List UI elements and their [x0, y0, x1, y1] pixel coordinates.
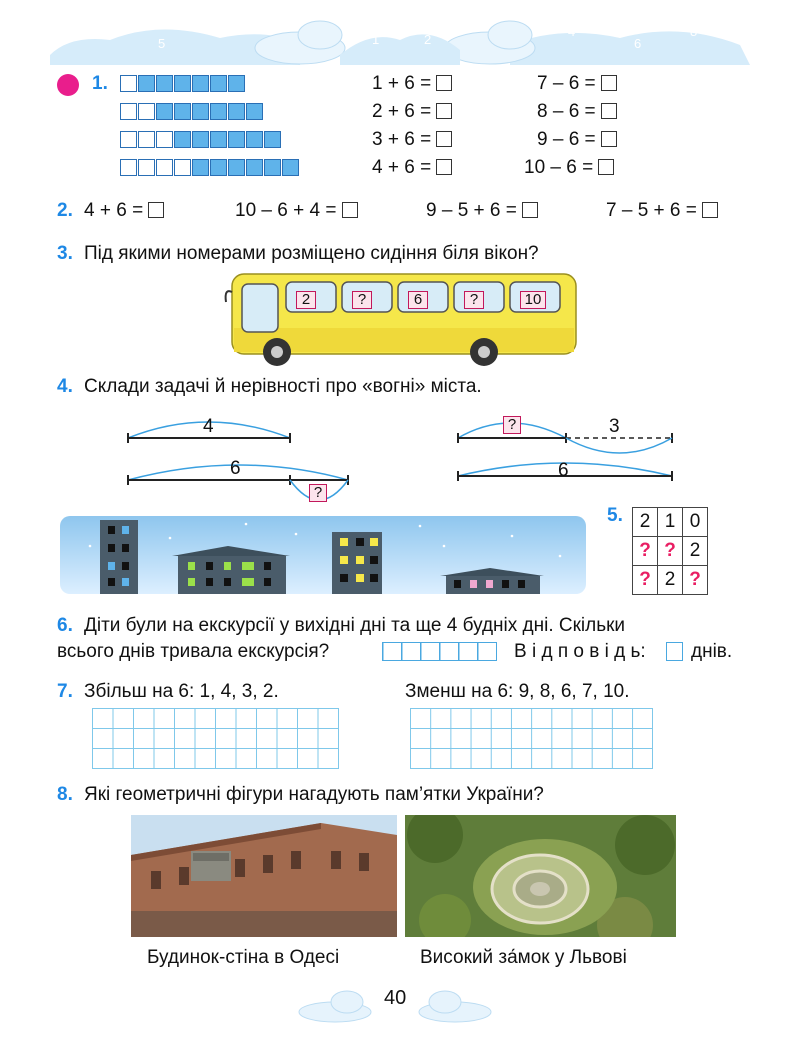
task1-eq: 7 – 6 = [537, 73, 617, 95]
caption-lviv: Високий за́мок у Львові [420, 947, 627, 968]
task1-squares-row [120, 75, 246, 97]
task1-eq: 3 + 6 = [372, 129, 452, 151]
task1-squares-row [120, 131, 282, 153]
header-digit: 1 [372, 32, 380, 47]
answer-box[interactable] [342, 202, 358, 218]
answer-box[interactable] [601, 75, 617, 91]
task6-answer-label: В і д п о в і д ь: [514, 641, 646, 662]
task1-eq: 2 + 6 = [372, 101, 452, 123]
answer-box[interactable] [436, 75, 452, 91]
grid-cell-unknown[interactable]: ? [683, 566, 708, 595]
answer-box[interactable] [601, 103, 617, 119]
task2-eq: 10 – 6 + 4 = [235, 200, 358, 222]
grid-cell: 0 [683, 508, 708, 537]
grid-cell-unknown[interactable]: ? [658, 537, 683, 566]
segment-label: 6 [558, 460, 569, 481]
lviv-castle-photo [405, 815, 676, 937]
task2-number: 2. [57, 200, 73, 221]
grid-cell: 1 [658, 508, 683, 537]
answer-box[interactable] [436, 131, 452, 147]
task6-number: 6. [57, 615, 73, 636]
task7-left-grid[interactable] [92, 708, 339, 769]
grid-cell: 2 [683, 537, 708, 566]
task2-eq: 7 – 5 + 6 = [606, 200, 718, 222]
task6-answer-unit: днів. [691, 641, 733, 662]
answer-box[interactable] [601, 131, 617, 147]
segment-diagram-left [120, 410, 370, 505]
task2-eq: 4 + 6 = [84, 200, 164, 222]
number-grid [632, 507, 708, 595]
task1-eq: 10 – 6 = [524, 157, 614, 179]
answer-box[interactable] [436, 103, 452, 119]
header-digit: 5 [158, 36, 166, 51]
task1-squares-row [120, 103, 264, 125]
task1-eq: 1 + 6 = [372, 73, 452, 95]
segment-diagram-right [450, 410, 690, 490]
task1-eq: 4 + 6 = [372, 157, 452, 179]
page-number: 40 [384, 987, 407, 1009]
header-digit: 0 [398, 16, 406, 31]
task6-answer-cells[interactable] [382, 642, 497, 661]
header-digit: 3 [222, 24, 230, 39]
task8-number: 8. [57, 784, 73, 805]
header-digit: 8 [690, 24, 698, 39]
header-digit: 6 [634, 36, 642, 51]
answer-box[interactable] [436, 159, 452, 175]
task1-eq: 8 – 6 = [537, 101, 617, 123]
task8-question: Які геометричні фігури нагадують пам’ятки України? [84, 784, 544, 805]
segment-label: 6 [230, 458, 241, 479]
seat-number: 2 [296, 291, 316, 309]
answer-box[interactable] [522, 202, 538, 218]
segment-label: 3 [609, 416, 620, 437]
seat-number: 10 [520, 291, 546, 309]
task4-number: 4. [57, 376, 73, 397]
task6-answer-box[interactable] [666, 642, 683, 661]
answer-box[interactable] [598, 159, 614, 175]
task7-number: 7. [57, 681, 73, 702]
header-digit: 2 [424, 32, 432, 47]
seat-number: 6 [408, 291, 428, 309]
answer-box[interactable] [148, 202, 164, 218]
grid-cell-unknown[interactable]: ? [633, 566, 658, 595]
bus-illustration [222, 272, 578, 368]
header-digit: 7 [110, 24, 118, 39]
task4-text: Склади задачі й нерівності про «вогні» міста. [84, 376, 482, 397]
task1-squares-row [120, 159, 300, 181]
grid-cell: 2 [658, 566, 683, 595]
task7-right-grid[interactable] [410, 708, 653, 769]
task1-number: 1. [92, 73, 108, 94]
grid-cell: 2 [633, 508, 658, 537]
unknown-segment[interactable]: ? [503, 416, 521, 434]
task3-question: Під якими номерами розміщено сидіння біля вікон? [84, 243, 539, 264]
unknown-segment[interactable]: ? [309, 484, 327, 502]
segment-label: 4 [203, 416, 214, 437]
task6-text-line1: Діти були на екскурсії у вихідні дні та ще 4 будніх дні. Скільки [84, 615, 626, 636]
task1-eq: 9 – 6 = [537, 129, 617, 151]
task2-eq: 9 – 5 + 6 = [426, 200, 538, 222]
seat-number[interactable]: ? [352, 291, 372, 309]
task6-text-line2: всього днів тривала екскурсія? [57, 641, 330, 662]
city-night-illustration [60, 516, 586, 594]
task5-number: 5. [607, 505, 623, 526]
odesa-building-photo [131, 815, 397, 937]
answer-box[interactable] [702, 202, 718, 218]
grid-cell-unknown[interactable]: ? [633, 537, 658, 566]
seat-number[interactable]: ? [464, 291, 484, 309]
task1-marker [57, 74, 79, 96]
task3-number: 3. [57, 243, 73, 264]
task7-right-text: Зменш на 6: 9, 8, 6, 7, 10. [405, 681, 630, 702]
task7-left-text: Збільш на 6: 1, 4, 3, 2. [84, 681, 279, 702]
caption-odesa: Будинок-стіна в Одесі [147, 947, 340, 968]
header-digit: 4 [568, 24, 576, 39]
